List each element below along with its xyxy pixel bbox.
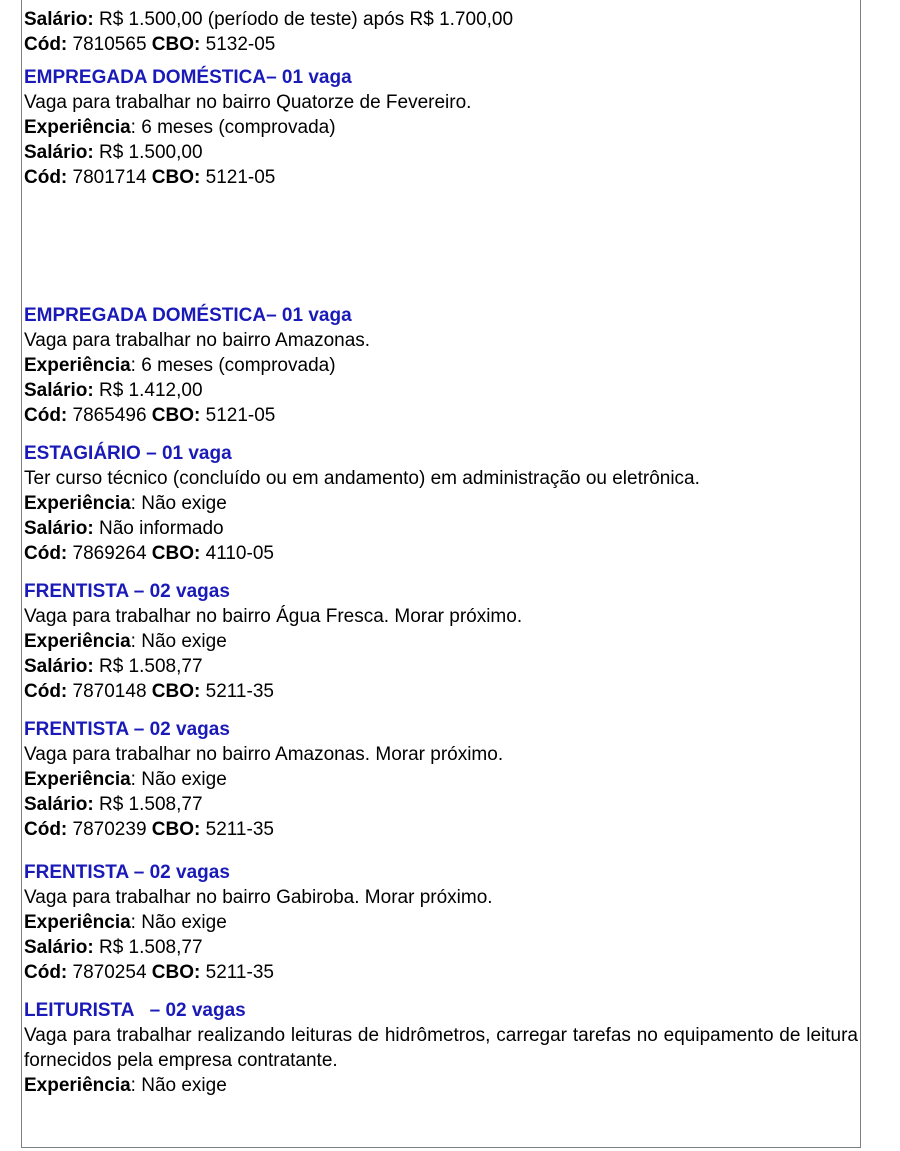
job-description: Vaga para trabalhar no bairro Amazonas. Morar próximo.: [24, 744, 504, 765]
job-title: FRENTISTA – 02 vagas: [24, 719, 230, 740]
salary-label: Salário:: [24, 9, 94, 30]
code-line: [24, 165, 858, 190]
job-title: EMPREGADA DOMÉSTICA– 01 vaga: [24, 305, 352, 326]
cbo-label: CBO:: [151, 167, 201, 188]
job-listing: [24, 579, 858, 704]
salary-value: R$ 1.500,00 (período de teste) após R$ 1.700,00: [93, 9, 514, 30]
job-listing: [24, 717, 858, 842]
job-listing: [24, 65, 858, 190]
salary-value: Não informado: [93, 518, 224, 539]
salary-label: Salário:: [24, 937, 94, 958]
cbo-value: 5132-05: [200, 34, 276, 55]
job-description: Vaga para trabalhar no bairro Água Fresca. Morar próximo.: [24, 606, 523, 627]
code-label: Cód:: [24, 405, 68, 426]
code-line: [24, 403, 858, 428]
job-title: EMPREGADA DOMÉSTICA– 01 vaga: [24, 67, 352, 88]
experience-line: [24, 353, 858, 378]
cbo-label: CBO:: [151, 405, 201, 426]
salary-line: [24, 7, 858, 32]
job-description: Ter curso técnico (concluído ou em andamento) em administração ou eletrônica.: [24, 468, 700, 489]
code-label: Cód:: [24, 681, 68, 702]
experience-label: Experiência: [24, 117, 131, 138]
cbo-value: 5211-35: [200, 962, 274, 983]
experience-value: : Não exige: [130, 769, 227, 790]
experience-line: [24, 115, 858, 140]
code-line: [24, 960, 858, 985]
experience-label: Experiência: [24, 631, 131, 652]
salary-line: [24, 378, 858, 403]
salary-line: [24, 654, 858, 679]
cbo-label: CBO:: [151, 962, 201, 983]
code-line: [24, 679, 858, 704]
cbo-value: 5121-05: [200, 167, 276, 188]
salary-line: [24, 140, 858, 165]
cbo-value: 4110-05: [200, 543, 274, 564]
experience-value: : 6 meses (comprovada): [130, 117, 336, 138]
job-title: FRENTISTA – 02 vagas: [24, 581, 230, 602]
job-listing: [24, 441, 858, 566]
salary-label: Salário:: [24, 142, 94, 163]
salary-line: [24, 792, 858, 817]
experience-line: [24, 629, 858, 654]
experience-line: [24, 491, 858, 516]
job-listing: [24, 860, 858, 985]
cbo-label: CBO:: [151, 34, 201, 55]
job-fragment-top: [24, 7, 858, 57]
code-value: 7870148: [67, 681, 152, 702]
job-listings: [24, 7, 858, 1098]
code-value: 7870239: [67, 819, 152, 840]
code-line: [24, 541, 858, 566]
experience-line: [24, 767, 858, 792]
cbo-value: 5121-05: [200, 405, 276, 426]
code-line: [24, 32, 858, 57]
cbo-value: 5211-35: [200, 819, 274, 840]
experience-label: Experiência: [24, 1075, 131, 1096]
code-value: 7870254: [67, 962, 152, 983]
salary-value: R$ 1.508,77: [93, 794, 203, 815]
salary-label: Salário:: [24, 518, 94, 539]
code-label: Cód:: [24, 34, 68, 55]
salary-label: Salário:: [24, 380, 94, 401]
cbo-label: CBO:: [151, 543, 201, 564]
salary-value: R$ 1.412,00: [93, 380, 203, 401]
experience-line: [24, 1073, 858, 1098]
job-description: Vaga para trabalhar no bairro Amazonas.: [24, 330, 371, 351]
cbo-label: CBO:: [151, 681, 201, 702]
job-title: ESTAGIÁRIO – 01 vaga: [24, 443, 232, 464]
code-label: Cód:: [24, 167, 68, 188]
cbo-label: CBO:: [151, 819, 201, 840]
experience-value: : Não exige: [130, 493, 227, 514]
experience-line: [24, 910, 858, 935]
experience-value: : 6 meses (comprovada): [130, 355, 336, 376]
code-value: 7869264: [67, 543, 152, 564]
job-description: Vaga para trabalhar no bairro Gabiroba. Morar próximo.: [24, 887, 493, 908]
salary-label: Salário:: [24, 656, 94, 677]
job-listing-last: [24, 998, 858, 1098]
job-description: Vaga para trabalhar no bairro Quatorze de Fevereiro.: [24, 92, 472, 113]
experience-value: : Não exige: [130, 1075, 227, 1096]
code-value: 7810565: [67, 34, 152, 55]
salary-value: R$ 1.500,00: [93, 142, 203, 163]
code-value: 7865496: [67, 405, 152, 426]
code-label: Cód:: [24, 543, 68, 564]
experience-label: Experiência: [24, 769, 131, 790]
experience-value: : Não exige: [130, 631, 227, 652]
job-description: Vaga para trabalhar realizando leituras de hidrômetros, carregar tarefas no equipamento de leitura fornecidos pela empresa contratante.: [24, 1025, 858, 1071]
salary-value: R$ 1.508,77: [93, 937, 203, 958]
job-title: FRENTISTA – 02 vagas: [24, 862, 230, 883]
job-listing: [24, 303, 858, 428]
salary-value: R$ 1.508,77: [93, 656, 203, 677]
code-label: Cód:: [24, 962, 68, 983]
experience-label: Experiência: [24, 355, 131, 376]
experience-value: : Não exige: [130, 912, 227, 933]
salary-line: [24, 516, 858, 541]
code-line: [24, 817, 858, 842]
experience-label: Experiência: [24, 912, 131, 933]
code-value: 7801714: [67, 167, 152, 188]
code-label: Cód:: [24, 819, 68, 840]
experience-label: Experiência: [24, 493, 131, 514]
salary-label: Salário:: [24, 794, 94, 815]
salary-line: [24, 935, 858, 960]
job-title: LEITURISTA – 02 vagas: [24, 1000, 246, 1021]
cbo-value: 5211-35: [200, 681, 274, 702]
